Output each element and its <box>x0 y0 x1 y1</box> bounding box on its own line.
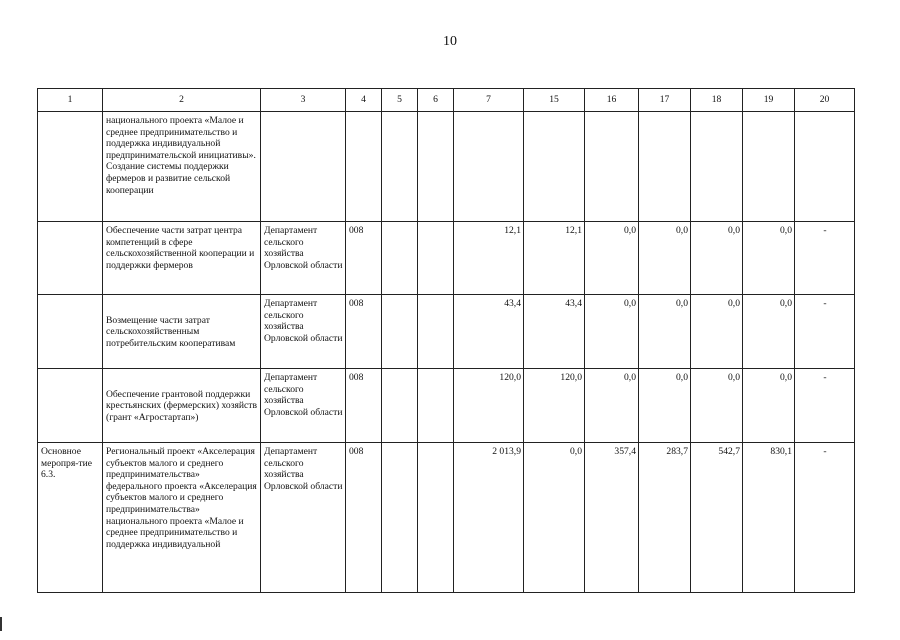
column-header: 5 <box>382 89 418 112</box>
cell-col5 <box>382 443 418 593</box>
cell-col5 <box>382 112 418 222</box>
cell-year17: 0,0 <box>639 222 691 295</box>
column-header: 2 <box>103 89 261 112</box>
page-number: 10 <box>443 34 457 49</box>
cell-total: 43,4 <box>454 295 524 369</box>
cell-code: 008 <box>346 295 382 369</box>
cell-code: 008 <box>346 443 382 593</box>
cell-activity-name: Обеспечение грантовой поддержки крестьянских (фермерских) хозяйств (грант «Агростартап») <box>103 369 261 443</box>
cell-year19 <box>743 112 795 222</box>
column-header: 20 <box>795 89 855 112</box>
cell-code: 008 <box>346 369 382 443</box>
cell-col5 <box>382 369 418 443</box>
table-header-row <box>38 89 855 112</box>
cell-code <box>346 112 382 222</box>
scan-edge-mark <box>0 617 2 631</box>
cell-year15: 12,1 <box>524 222 585 295</box>
cell-col20: - <box>795 295 855 369</box>
cell-col6 <box>418 295 454 369</box>
table-row <box>38 295 855 369</box>
cell-activity-name: Обеспечение части затрат центра компетенций в сфере сельскохозяйственной кооперации и поддержки фермеров <box>103 222 261 295</box>
cell-total: 120,0 <box>454 369 524 443</box>
cell-col20: - <box>795 222 855 295</box>
column-header: 19 <box>743 89 795 112</box>
cell-year15: 120,0 <box>524 369 585 443</box>
cell-activity-number <box>38 295 103 369</box>
cell-year16: 0,0 <box>585 369 639 443</box>
cell-year16: 0,0 <box>585 222 639 295</box>
cell-col6 <box>418 369 454 443</box>
column-header: 7 <box>454 89 524 112</box>
cell-year19: 0,0 <box>743 222 795 295</box>
column-header: 6 <box>418 89 454 112</box>
cell-col20: - <box>795 369 855 443</box>
cell-col20: - <box>795 443 855 593</box>
cell-year17 <box>639 112 691 222</box>
cell-year17: 283,7 <box>639 443 691 593</box>
cell-activity-name: национального проекта «Малое и среднее предпринимательство и поддержка индивидуальной предпринимательской инициативы». Создание системы поддержки фермеров и развитие сельской кооперации <box>103 112 261 222</box>
cell-year17: 0,0 <box>639 295 691 369</box>
cell-col6 <box>418 443 454 593</box>
cell-col5 <box>382 222 418 295</box>
column-header: 16 <box>585 89 639 112</box>
cell-executor: Департамент сельского хозяйства Орловской области <box>261 222 346 295</box>
cell-executor: Департамент сельского хозяйства Орловской области <box>261 369 346 443</box>
cell-col6 <box>418 112 454 222</box>
cell-col5 <box>382 295 418 369</box>
cell-col6 <box>418 222 454 295</box>
cell-activity-number: Основное меропря-тие 6.3. <box>38 443 103 593</box>
cell-activity-number <box>38 112 103 222</box>
column-header: 4 <box>346 89 382 112</box>
column-header: 1 <box>38 89 103 112</box>
cell-total: 2 013,9 <box>454 443 524 593</box>
cell-activity-name: Возмещение части затрат сельскохозяйственным потребительским кооперативам <box>103 295 261 369</box>
cell-code: 008 <box>346 222 382 295</box>
cell-year16: 357,4 <box>585 443 639 593</box>
cell-activity-number <box>38 222 103 295</box>
cell-year15 <box>524 112 585 222</box>
budget-table <box>37 88 855 593</box>
cell-activity-number <box>38 369 103 443</box>
cell-year16: 0,0 <box>585 295 639 369</box>
cell-year18 <box>691 112 743 222</box>
cell-year19: 0,0 <box>743 295 795 369</box>
cell-col20 <box>795 112 855 222</box>
cell-executor <box>261 112 346 222</box>
table-row <box>38 222 855 295</box>
cell-year15: 43,4 <box>524 295 585 369</box>
cell-total: 12,1 <box>454 222 524 295</box>
cell-total <box>454 112 524 222</box>
cell-year18: 0,0 <box>691 222 743 295</box>
table-row <box>38 112 855 222</box>
cell-year15: 0,0 <box>524 443 585 593</box>
table-row <box>38 369 855 443</box>
cell-year16 <box>585 112 639 222</box>
cell-year17: 0,0 <box>639 369 691 443</box>
cell-year18: 0,0 <box>691 369 743 443</box>
cell-activity-name: Региональный проект «Акселерация субъектов малого и среднего предпринимательства» федерального проекта «Акселерация субъектов малого и среднего предпринимательства» национального проекта «Малое и среднее предпринимательство и поддержка индивидуальной <box>103 443 261 593</box>
cell-year18: 542,7 <box>691 443 743 593</box>
cell-year19: 830,1 <box>743 443 795 593</box>
cell-executor: Департамент сельского хозяйства Орловской области <box>261 443 346 593</box>
column-header: 17 <box>639 89 691 112</box>
column-header: 18 <box>691 89 743 112</box>
cell-year19: 0,0 <box>743 369 795 443</box>
table-row <box>38 443 855 593</box>
cell-year18: 0,0 <box>691 295 743 369</box>
column-header: 15 <box>524 89 585 112</box>
column-header: 3 <box>261 89 346 112</box>
cell-executor: Департамент сельского хозяйства Орловской области <box>261 295 346 369</box>
